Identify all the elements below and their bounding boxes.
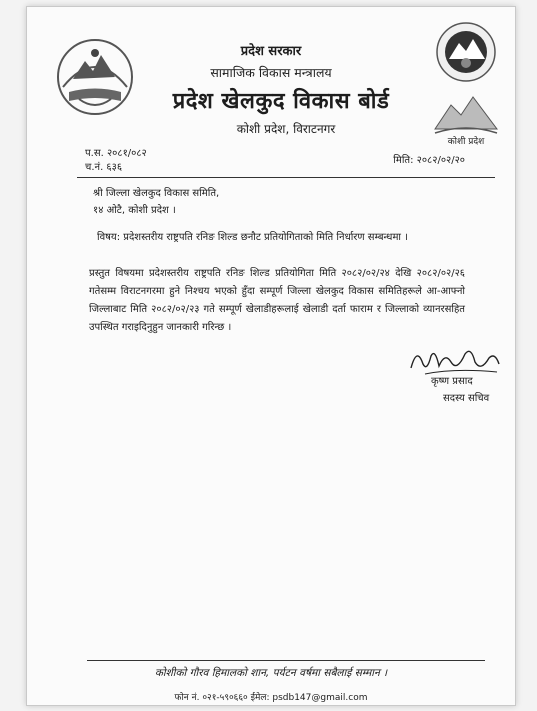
signatory-title: सदस्य सचिव: [443, 393, 490, 404]
chalani-number: च.नं. ६३६: [85, 162, 123, 173]
nepal-government-emblem: [55, 37, 135, 117]
letterhead-title: प्रदेश खेलकुद विकास बोर्ड: [172, 89, 390, 114]
addressee-line-2: १४ ओटै, कोशी प्रदेश ।: [93, 205, 176, 216]
letter-body: प्रस्तुत विषयमा प्रदेशस्तरीय राष्ट्रपति रनिङ शिल्ड प्रतियोगिता मिति २०८२/०२/२४ देखि २०८२/०२/२६ गतेसम्म विराटनगरमा हुने निश्चय भएको हुँदा सम्पूर्ण जिल्ला खेलकुद विकास समितिहरूले आ-आफ्नो जिल्लाबाट मिति २०८२/०२/२३ गते सम्पूर्ण खेलाडीहरूलाई खेलाडी दर्ता फाराम र जिल्लाको व्यानरसहित उपस्थित गराइदिनुहुन जानकारी गरिन्छ ।: [89, 268, 465, 333]
koshi-province-logo: [435, 21, 497, 83]
mountain-logo: [431, 89, 501, 147]
letterhead-ministry: सामाजिक विकास मन्त्रालय: [210, 65, 332, 80]
footer-divider: [87, 660, 485, 661]
addressee: [93, 185, 219, 219]
reference-numbers: [85, 147, 147, 175]
footer-contact: फोन नं. ०२१-५९०६६० ईमेल: psdb147@gmail.com: [174, 693, 368, 703]
signatory-name: कृष्ण प्रसाद: [431, 376, 473, 387]
letter-page: [26, 6, 516, 706]
letterhead-government: प्रदेश सरकार: [240, 44, 302, 59]
letter-date: मिति: २०८२/०२/२०: [393, 155, 465, 166]
subject-line: विषय: प्रदेशस्तरीय राष्ट्रपति रनिङ शिल्ड छनौट प्रतियोगिताको मिति निर्धारण सम्बन्धमा ।: [97, 232, 408, 243]
patra-sankhya: प.स. २०८१/०८२: [85, 148, 147, 159]
letterhead-location: कोशी प्रदेश, विराटनगर: [236, 122, 336, 136]
addressee-line-1: श्री जिल्ला खेलकुद विकास समिति,: [93, 188, 220, 199]
header-divider: [77, 177, 495, 178]
footer-motto: कोशीको गौरव हिमालको शान, पर्यटन वर्षमा सबैलाई सम्मान ।: [154, 667, 388, 679]
right-logo-caption: कोशी प्रदेश: [447, 137, 485, 147]
